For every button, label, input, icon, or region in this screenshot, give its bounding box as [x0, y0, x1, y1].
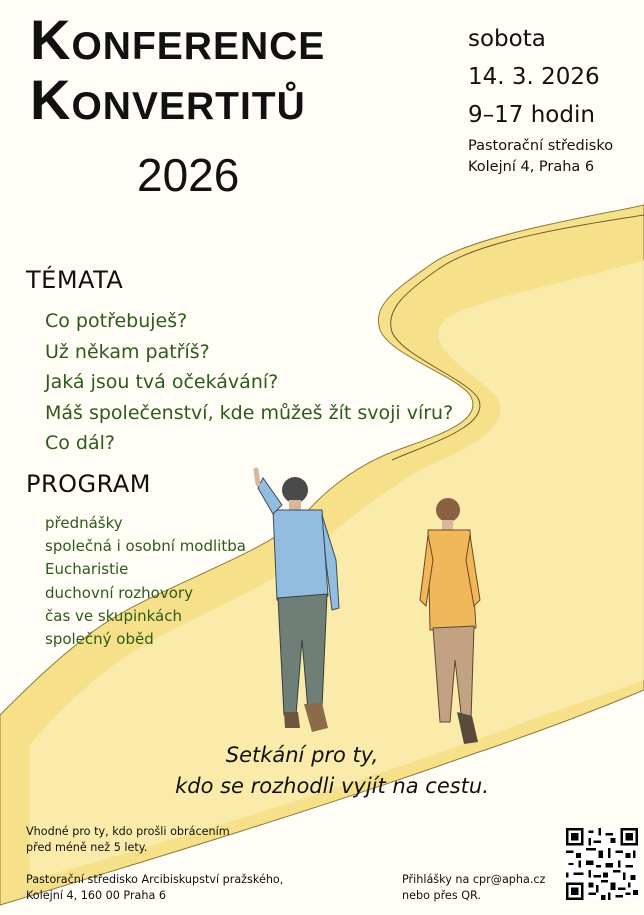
registration-line-2: nebo přes QR. — [402, 889, 481, 902]
registration-line-1: Přihlášky na cpr@apha.cz — [402, 873, 546, 886]
slogan-line-2: kdo se rozhodli vyjít na cestu. — [175, 774, 489, 798]
topics-heading: TÉMATA — [26, 266, 124, 294]
program-list — [45, 512, 246, 651]
event-venue: Pastorační středisko — [468, 138, 614, 154]
title-year: 2026 — [137, 149, 240, 201]
poster-title — [30, 8, 450, 131]
program-heading: PROGRAM — [26, 470, 151, 498]
organizer-line-1: Pastorační středisko Arcibiskupství pražského, — [26, 873, 284, 886]
program-item: přednášky — [45, 514, 123, 532]
program-item: společná i osobní modlitba — [45, 537, 246, 556]
registration-info — [402, 872, 545, 904]
title-line-1: Konference — [30, 8, 326, 71]
program-item: společný oběd — [45, 630, 154, 649]
event-date: 14. 3. 2026 — [468, 64, 600, 90]
topics-list — [45, 306, 453, 459]
organizer-address — [26, 872, 283, 904]
program-item: čas ve skupinkách — [45, 606, 183, 625]
topic-item: Máš společenství, kde můžeš žít svoji víru? — [45, 401, 454, 424]
event-time: 9–17 hodin — [468, 102, 595, 128]
qr-code-icon[interactable] — [566, 828, 638, 900]
event-day: sobota — [468, 26, 546, 52]
slogan — [0, 740, 644, 802]
audience-line-2: před méně než 5 lety. — [26, 841, 148, 854]
topic-item: Co potřebuješ? — [45, 310, 188, 332]
slogan-line-1: Setkání pro ty, — [225, 743, 379, 767]
topic-item: Jaká jsou tvá očekávání? — [45, 371, 279, 393]
audience-note — [26, 824, 230, 856]
event-datetime — [468, 20, 600, 134]
topic-item: Už někam patříš? — [45, 340, 210, 363]
audience-line-1: Vhodné pro ty, kdo prošli obrácením — [26, 825, 230, 838]
topic-item: Co dál? — [45, 432, 115, 454]
event-address: Kolejní 4, Praha 6 — [468, 159, 595, 175]
event-location — [468, 136, 613, 178]
organizer-line-2: Kolejní 4, 160 00 Praha 6 — [26, 889, 167, 902]
program-item: Eucharistie — [45, 560, 129, 579]
title-line-2: Konvertitů — [30, 68, 306, 131]
program-item: duchovní rozhovory — [45, 583, 193, 602]
